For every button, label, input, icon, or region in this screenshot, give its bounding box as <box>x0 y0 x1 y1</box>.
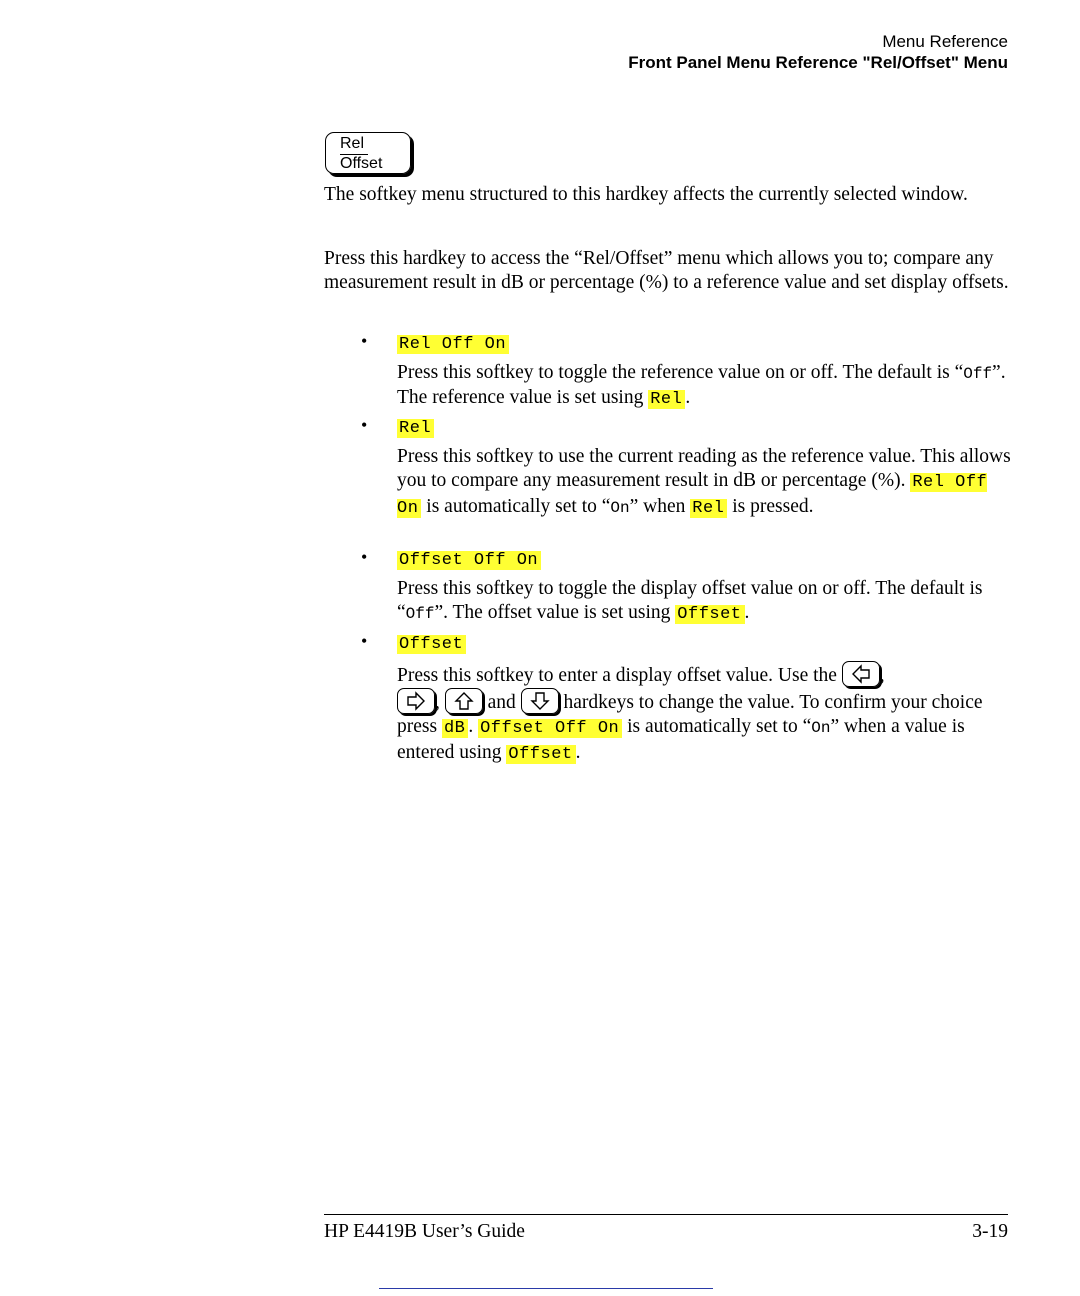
softkey-heading-offset-off-on: Offset Off On <box>397 547 1017 573</box>
item-rel-description: Press this softkey to use the current reading as the reference value. This allows you to compare any measurement result in dB or percentage (%). Rel Off On is automatically set to “On” when Rel is pressed. <box>397 446 1011 518</box>
footer-guide-title: HP E4419B User’s Guide <box>324 1221 525 1242</box>
softkey-heading-rel-off-on: Rel Off On <box>397 331 1017 357</box>
running-header-title: Front Panel Menu Reference "Rel/Offset" Menu <box>628 53 1008 72</box>
intro-paragraph-2: Press this hardkey to access the “Rel/Offset” menu which allows you to; compare any measurement result in dB or percentage (%) to a reference value and set display offsets. <box>324 248 1009 293</box>
bullet: • <box>361 415 368 435</box>
up-arrow-key-icon <box>445 688 483 714</box>
bullet: • <box>361 631 368 651</box>
bullet: • <box>361 547 368 567</box>
down-arrow-key-icon <box>521 688 559 714</box>
softkey-heading-rel: Rel <box>397 415 1017 441</box>
intro-paragraph-1: The softkey menu structured to this hardkey affects the currently selected window. <box>324 184 968 205</box>
item-offset-off-on-description: Press this softkey to toggle the display offset value on or off. The default is “Off”. The offset value is set using Offset . <box>397 578 983 624</box>
softkey-heading-offset: Offset <box>397 631 1017 657</box>
item-offset-description: Press this softkey to enter a display offset value. Use the , , and hardkeys to change the value. To confirm your choice press dB . Offset Off On is automatically set to “On” when a value is entered using Offset . <box>397 661 1017 767</box>
footer-rule <box>324 1214 1008 1215</box>
left-arrow-key-icon <box>842 661 880 687</box>
bullet: • <box>361 331 368 351</box>
item-rel-off-on-description: Press this softkey to toggle the reference value on or off. The default is “Off”. The reference value is set using Rel . <box>397 362 1006 409</box>
footer-page-number: 3-19 <box>972 1221 1008 1242</box>
right-arrow-key-icon <box>397 688 435 714</box>
link-underline <box>379 1288 713 1289</box>
running-header-section: Menu Reference <box>882 32 1008 51</box>
hardkey-label-line2: Offset <box>340 155 383 172</box>
hardkey-label-line1: Rel <box>340 135 365 152</box>
rel-offset-hardkey-icon <box>325 132 411 174</box>
